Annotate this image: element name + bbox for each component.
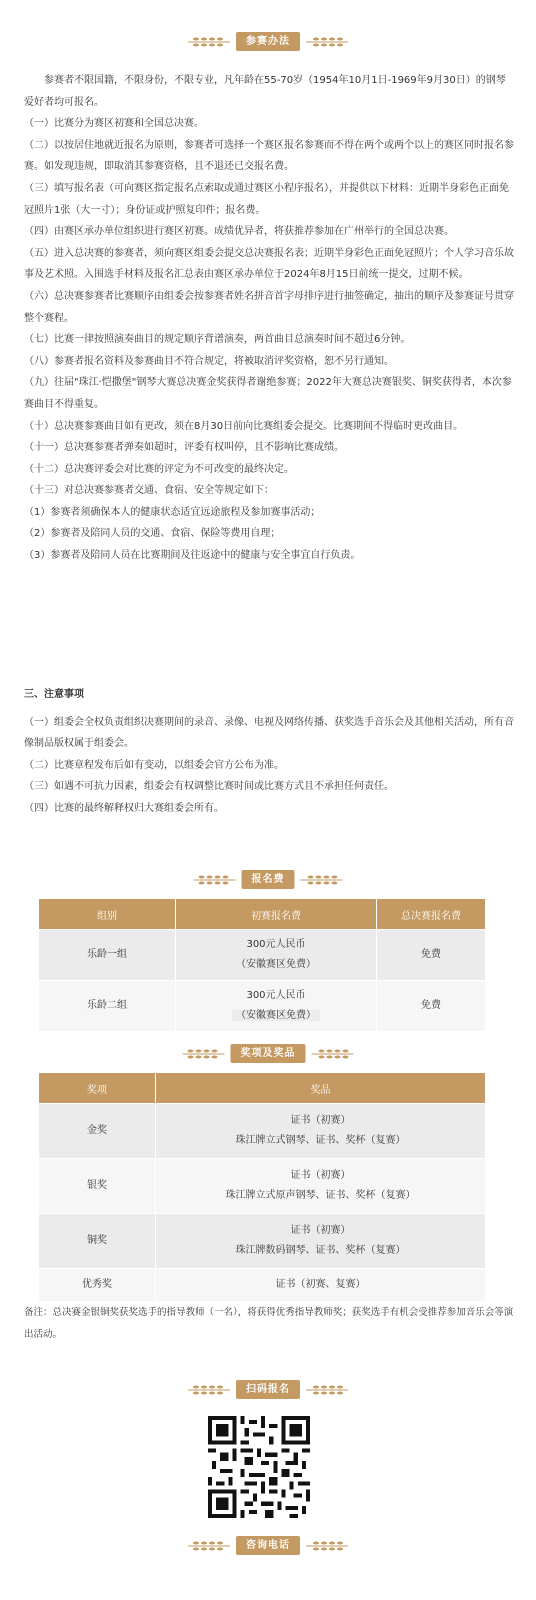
section-badge-rules [186,32,350,51]
section-title-fee: 报名费 [242,870,295,889]
fee-final-cell: 免费 [377,930,486,981]
wheat-ornament-right-icon [304,35,350,49]
award-prize-line: 珠江牌立式原声钢琴、证书、奖杯（复赛） [225,1190,416,1201]
rule-item: （五）进入总决赛的参赛者，须向赛区组委会提交总决赛报名表；近期半身彩色正面免冠照片；个人学习音乐故事及艺术照。入围选手材料及报名汇总表由赛区承办单位于2024年8月15日前统一提交，过期不候。 [24,247,514,281]
section-badge-awards [181,1044,356,1063]
table-row [39,1214,486,1269]
fee-group-cell: 乐龄二组 [39,981,176,1032]
wheat-ornament-left-icon [186,1383,232,1397]
wheat-ornament-right-icon [304,1539,350,1553]
notes-section [24,684,514,820]
fee-header-prelim: 初赛报名费 [176,899,377,930]
fee-header-group: 组别 [39,899,176,930]
fee-prelim-cell [176,981,377,1032]
rule-subitem: （3）参赛者及陪同人员在比赛期间及往返途中的健康与安全事宜自行负责。 [24,550,361,562]
rule-item: （六）总决赛参赛者比赛顺序由组委会按参赛者姓名拼音首字母排序进行抽签确定，抽出的顺序及参赛证号贯穿整个赛程。 [24,290,514,324]
table-row [39,930,486,981]
fee-prelim-cell [176,930,377,981]
table-row [39,1269,486,1302]
wheat-ornament-right-icon [299,873,345,887]
fee-group-cell: 乐龄一组 [39,930,176,981]
rules-list [24,70,514,567]
award-prize-line: 证书（初赛） [290,1115,351,1126]
note-item: （一）组委会全权负责组织决赛期间的录音、录像、电视及网络传播、获奖选手音乐会及其他相关活动，所有音像制品版权属于组委会。 [24,716,514,750]
fee-table [38,898,486,1032]
fee-prelim-note: （安徽赛区免费） [232,1010,320,1021]
award-prize-line: 证书（初赛） [290,1170,351,1181]
notes-heading: 三、注意事项 [24,689,84,700]
award-name-cell: 金奖 [39,1104,156,1159]
rule-item: （十三）对总决赛参赛者交通、食宿、安全等规定如下： [24,485,274,497]
award-prize-cell: 证书（初赛、复赛） [156,1269,486,1302]
rule-item: （十二）总决赛评委会对比赛的评定为不可改变的最终决定。 [24,463,294,475]
award-name-cell: 银奖 [39,1159,156,1214]
award-prize-line: 珠江牌数码钢琴、证书、奖杯（复赛） [235,1245,406,1256]
rule-subitem: （2）参赛者及陪同人员的交通、食宿、保险等费用自理； [24,528,281,540]
rule-item: （十）总决赛参赛曲目如有更改，须在8月30日前向比赛组委会提交。比赛期间不得临时更改曲目。 [24,420,464,432]
award-prize-cell [156,1159,486,1214]
note-item: （四）比赛的最终解释权归大赛组委会所有。 [24,802,224,814]
wheat-ornament-left-icon [192,873,238,887]
rule-item: （二）以按居住地就近报名为原则，参赛者可选择一个赛区报名参赛而不得在两个或两个以上的赛区同时报名参赛。如发现违规，即取消其参赛资格，且不退还已交报名费。 [24,139,514,173]
wheat-ornament-left-icon [186,1539,232,1553]
footnote: 备注：总决赛金银铜奖获奖选手的指导教师（一名），将获得优秀指导教师奖；获奖选手有机会受推荐参加音乐会等演出活动。 [24,1307,514,1340]
awards-header-award: 奖项 [39,1073,156,1104]
table-row [39,981,486,1032]
rule-item: （三）填写报名表（可向赛区指定报名点索取或通过赛区小程序报名），并提供以下材料：近期半身彩色正面免冠照片1张（大一寸）；身份证或护照复印件；报名费。 [24,182,509,216]
fee-final-cell: 免费 [377,981,486,1032]
award-name-cell: 铜奖 [39,1214,156,1269]
table-row [39,1104,486,1159]
section-badge-scan [186,1380,350,1399]
section-badge-contact [186,1536,350,1555]
table-row [39,1159,486,1214]
rule-item: （七）比赛一律按照演奏曲目的规定顺序背谱演奏，两首曲目总演奏时间不超过6分钟。 [24,334,411,346]
awards-table [38,1072,486,1302]
rule-item: （十一）总决赛参赛者弹奏如超时，评委有权叫停，且不影响比赛成绩。 [24,442,344,454]
section-title-rules: 参赛办法 [236,32,300,51]
section-title-scan: 扫码报名 [236,1380,300,1399]
award-prize-line: 证书（初赛） [290,1225,351,1236]
rule-item: （一）比赛分为赛区初赛和全国总决赛。 [24,118,204,130]
fee-prelim-note: （安徽赛区免费） [236,959,316,970]
rule-item: （八）参赛者报名资料及参赛曲目不符合规定，将被取消评奖资格，恕不另行通知。 [24,355,394,367]
fee-header-final: 总决赛报名费 [377,899,486,930]
section-title-contact: 咨询电话 [236,1536,300,1555]
rule-item: （九）往届"珠江·恺撒堡"钢琴大赛总决赛金奖获得者谢绝参赛；2022年大赛总决赛银奖、铜奖获得者，本次参赛曲目不得重复。 [24,377,512,410]
wheat-ornament-left-icon [186,35,232,49]
note-item: （三）如遇不可抗力因素，组委会有权调整比赛时间或比赛方式且不承担任何责任。 [24,781,394,793]
rule-item: （四）由赛区承办单位组织进行赛区初赛。成绩优异者，将获推荐参加在广州举行的全国总决赛。 [24,226,454,238]
awards-header-prize: 奖品 [156,1073,486,1104]
fee-prelim-amount: 300元人民币 [246,990,306,1001]
award-name-cell: 优秀奖 [39,1269,156,1302]
award-prize-cell [156,1214,486,1269]
rules-intro: 参赛者不限国籍，不限身份，不限专业，凡年龄在55-70岁（1954年10月1日-1969年9月30日）的钢琴爱好者均可报名。 [24,75,506,108]
section-title-awards: 奖项及奖品 [231,1044,306,1063]
section-badge-fee [192,870,345,889]
qr-code-icon[interactable] [208,1416,310,1518]
wheat-ornament-left-icon [181,1047,227,1061]
wheat-ornament-right-icon [304,1383,350,1397]
fee-prelim-amount: 300元人民币 [246,939,306,950]
wheat-ornament-right-icon [310,1047,356,1061]
rule-subitem: （1）参赛者须确保本人的健康状态适宜远途旅程及参加赛事活动； [24,506,321,518]
note-item: （二）比赛章程发布后如有变动，以组委会官方公布为准。 [24,759,284,771]
award-prize-line: 珠江牌立式钢琴、证书、奖杯（复赛） [235,1135,406,1146]
award-prize-cell [156,1104,486,1159]
